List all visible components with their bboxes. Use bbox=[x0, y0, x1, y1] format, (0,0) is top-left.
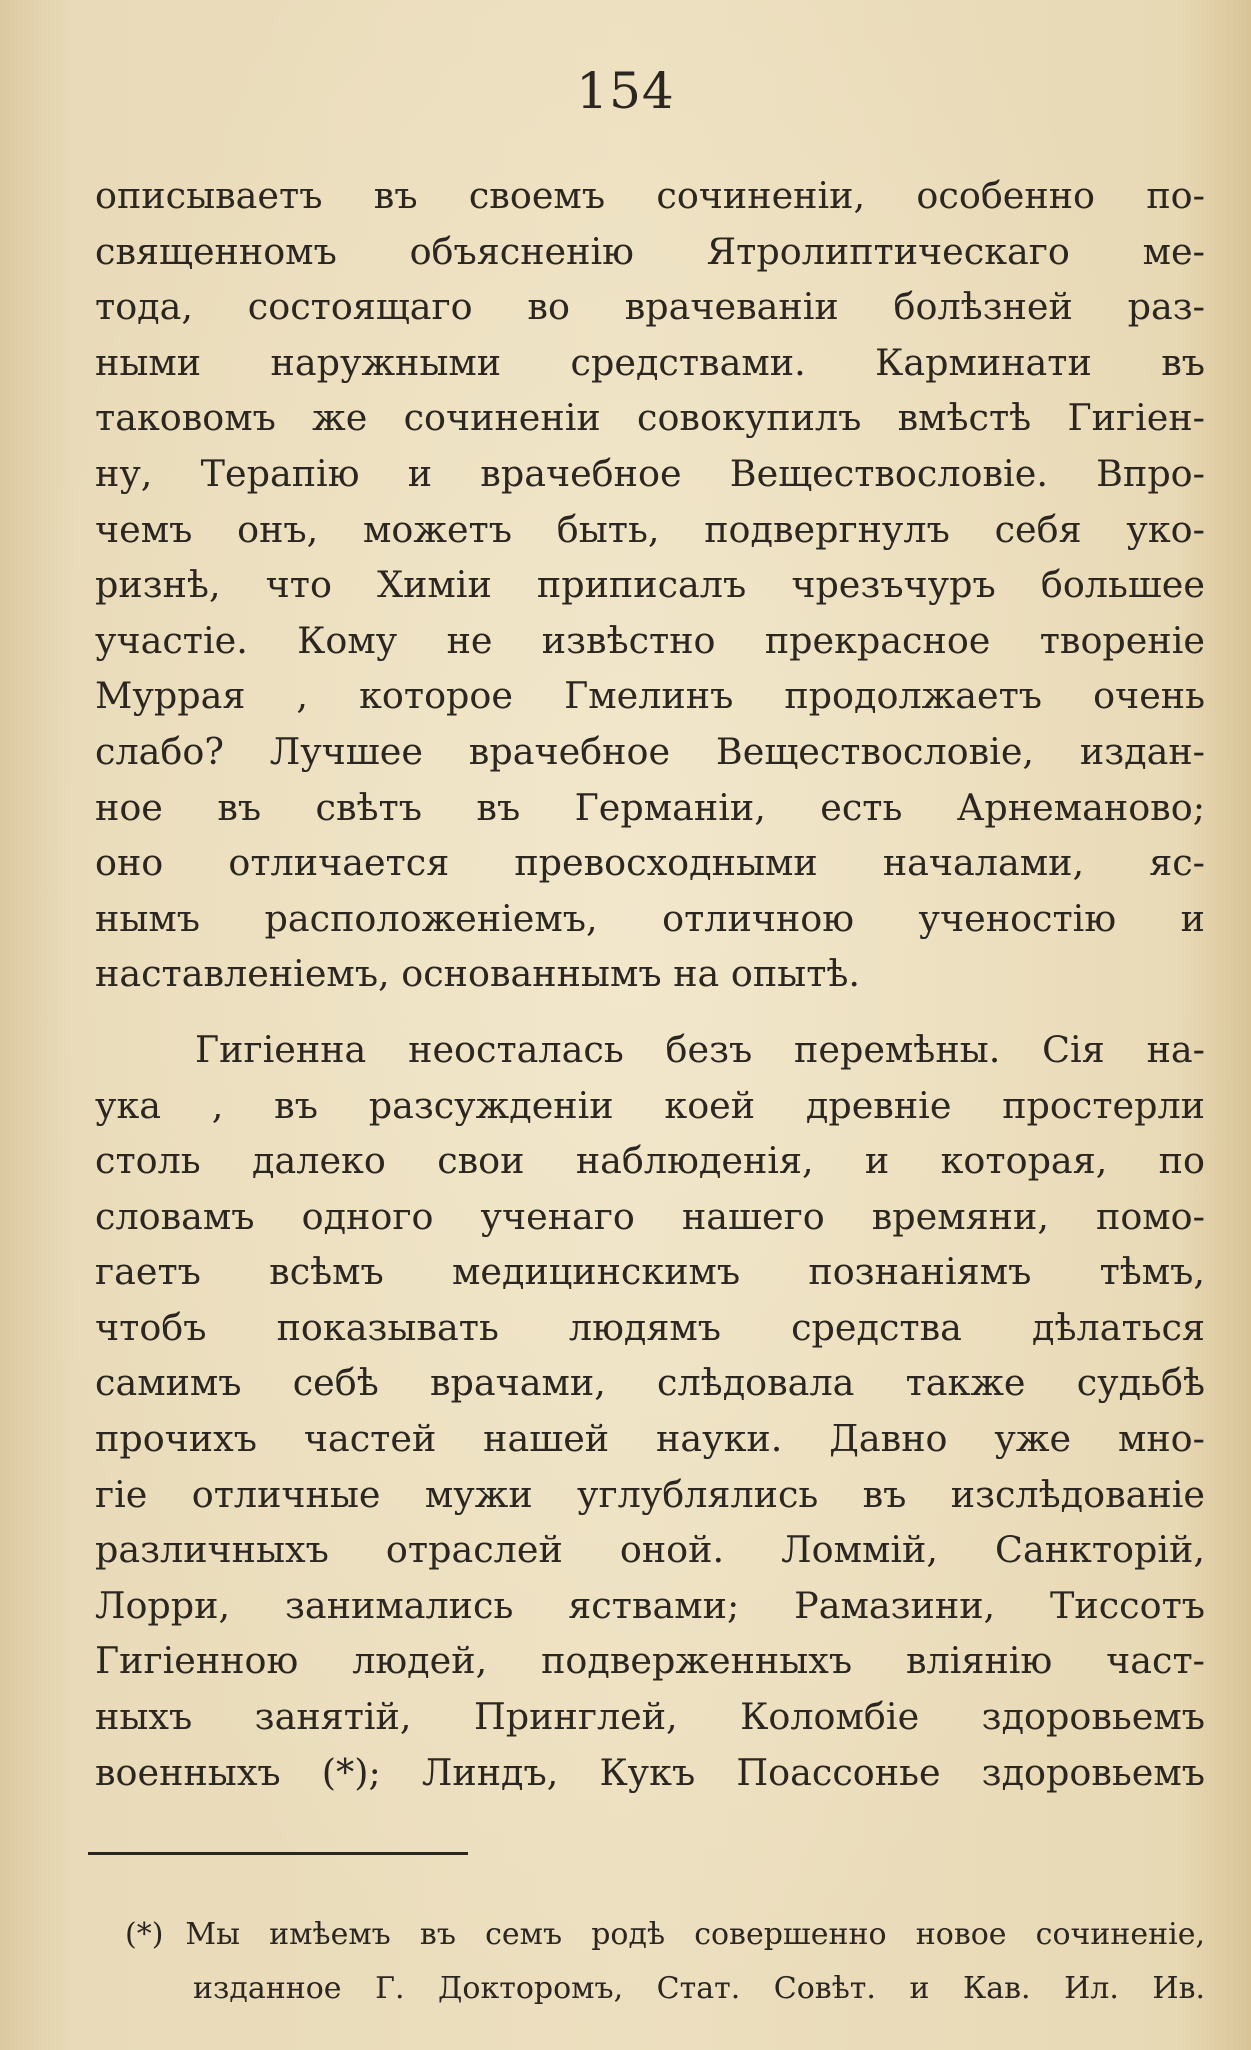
text-line: чемъ онъ, можетъ быть, подвергнулъ себя уко- bbox=[95, 507, 1205, 551]
text-line: прочихъ частей нашей науки. Давно уже мно- bbox=[95, 1417, 1205, 1461]
text-line: слабо? Лучшее врачебное Веществословіе, издан- bbox=[95, 729, 1205, 773]
body-text bbox=[95, 168, 1205, 1800]
text-line: нымъ расположеніемъ, отличною ученостію и bbox=[95, 896, 1205, 940]
footnote-divider bbox=[88, 1852, 468, 1855]
text-line: словамъ одного ученаго нашего времяни, помо- bbox=[95, 1194, 1205, 1238]
text-line: ныхъ занятій, Принглей, Коломбіе здоровьемъ bbox=[95, 1695, 1205, 1739]
text-line: ризнѣ, что Химіи приписалъ чрезъчуръ большее bbox=[95, 563, 1205, 607]
text-line: участіе. Кому не извѣстно прекрасное твореніе bbox=[95, 618, 1205, 662]
text-line: ука , въ разсужденіи коей древніе простерли bbox=[95, 1083, 1205, 1127]
footnote-line bbox=[125, 1908, 1205, 1962]
text-line: священномъ объясненію Ятролиптическаго ме- bbox=[95, 229, 1205, 273]
paragraph bbox=[95, 1022, 1205, 1800]
text-line: гіе отличные мужи углублялись въ изслѣдованіе bbox=[95, 1472, 1205, 1516]
text-line: таковомъ же сочиненіи совокупилъ вмѣстѣ Гигіен- bbox=[95, 396, 1205, 440]
text-line: чтобъ показывать людямъ средства дѣлаться bbox=[95, 1305, 1205, 1349]
page-number: 154 bbox=[576, 62, 675, 120]
text-line: столь далеко свои наблюденія, и которая, по bbox=[95, 1139, 1205, 1183]
text-line: описываетъ въ своемъ сочиненіи, особенно по- bbox=[95, 174, 1205, 217]
text-line: Лорри, занимались яствами; Рамазини, Тиссотъ bbox=[95, 1583, 1205, 1627]
paragraph bbox=[95, 168, 1205, 1002]
paragraph-gap bbox=[95, 1002, 1205, 1022]
footnote-marker: (*) bbox=[125, 1917, 164, 1952]
text-line: различныхъ отраслей оной. Ломмій, Санкторій, bbox=[95, 1528, 1205, 1572]
footnote-text: Мы имѣемъ въ семъ родѣ совершенно новое сочиненіе, bbox=[185, 1917, 1205, 1952]
footnote bbox=[125, 1908, 1205, 2016]
text-line: Гигіенною людей, подверженныхъ вліянію част- bbox=[95, 1639, 1205, 1683]
text-line: тода, состоящаго во врачеваніи болѣзней раз- bbox=[95, 285, 1205, 329]
text-line: ное въ свѣтъ въ Германіи, есть Арнемановo; bbox=[95, 785, 1205, 829]
text-line: Гигіенна неосталась безъ перемѣны. Сія на- bbox=[195, 1027, 1205, 1071]
text-line: наставленіемъ, основаннымъ на опытѣ. bbox=[95, 952, 861, 996]
text-line: самимъ себѣ врачами, слѣдовала также судьбѣ bbox=[95, 1361, 1205, 1405]
text-line: гаетъ всѣмъ медицинскимъ познаніямъ тѣмъ, bbox=[95, 1250, 1205, 1294]
footnote-line: изданное Г. Докторомъ, Стат. Совѣт. и Кав. Ил. Ив. bbox=[193, 1971, 1205, 2006]
text-line: ну, Терапію и врачебное Веществословіе. Впро- bbox=[95, 451, 1205, 495]
text-line: оно отличается превосходными началами, яс- bbox=[95, 841, 1205, 885]
text-line: Муррая , которое Гмелинъ продолжаетъ очень bbox=[95, 674, 1205, 718]
text-line: ными наружными средствами. Карминати въ bbox=[95, 340, 1205, 384]
text-line: военныхъ (*); Линдъ, Кукъ Поассонье здоровьемъ bbox=[95, 1750, 1205, 1794]
